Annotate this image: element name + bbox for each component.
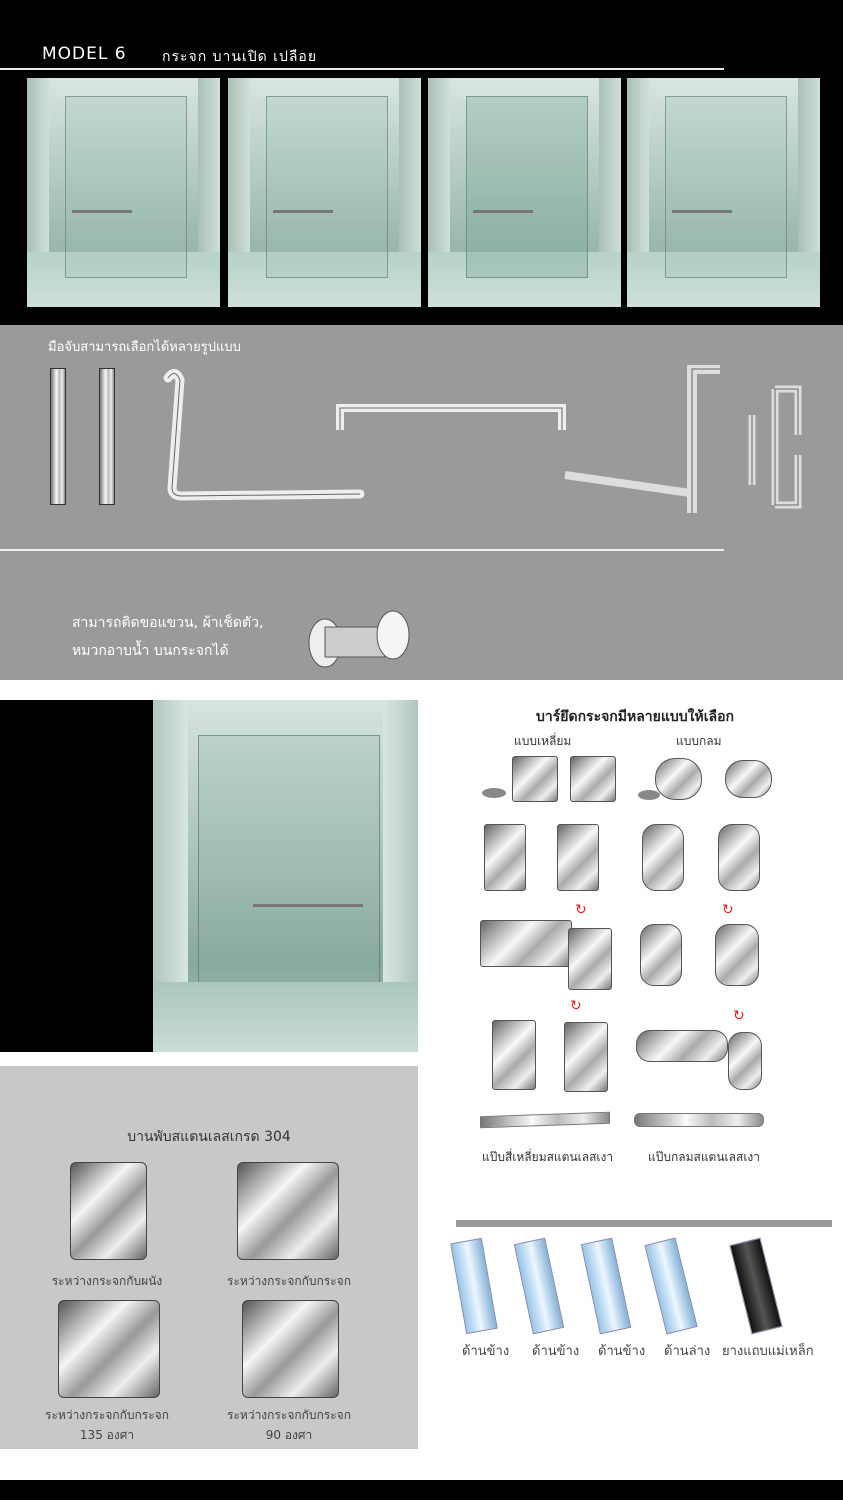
clamps-round-label: แบบกลม (676, 734, 722, 748)
hinge-caption-3: ระหว่างกระจกกับกระจก (45, 1408, 169, 1422)
clamp-square-2 (570, 756, 616, 802)
clamp-square-1 (512, 756, 558, 802)
seal-label-3: ด้านข้าง (598, 1344, 646, 1359)
clamps-title: บาร์ยึดกระจกมีหลายแบบให้เลือก (536, 709, 734, 725)
shower-photo-4 (627, 78, 820, 307)
clamp-washer-2 (638, 790, 660, 800)
seal-label-4: ด้านล่าง (664, 1344, 711, 1359)
clamp-square-4 (557, 824, 599, 891)
shower-photo-2 (228, 78, 421, 307)
model-title: MODEL 6 (42, 44, 127, 64)
seal-divider (456, 1220, 832, 1227)
clamp-round-5 (640, 924, 682, 986)
model-subtitle: กระจก บานเปิด เปลือย (162, 49, 318, 65)
hinge-caption-1: ระหว่างกระจกกับผนัง (51, 1274, 163, 1288)
rotate-arrow-icon: ↻ (575, 902, 587, 918)
rotate-arrow-icon: ↻ (722, 902, 734, 918)
clamp-square-5 (480, 920, 572, 967)
header-divider (0, 68, 724, 70)
seal-strip-3 (581, 1238, 631, 1335)
accessories-divider (0, 549, 724, 551)
seal-strip-1 (450, 1238, 497, 1334)
clamp-round-7 (636, 1030, 728, 1062)
clamp-round-3 (642, 824, 684, 891)
hinge-135-icon (58, 1300, 160, 1398)
handle-long-bar (330, 398, 575, 443)
rotate-arrow-icon: ↻ (570, 998, 582, 1014)
hinge-caption-4-angle: 90 องศา (265, 1428, 313, 1442)
knob-text-line1: สามารถติดขอแขวน, ผ้าเช็ดตัว, (72, 615, 264, 631)
handles-title: มือจับสามารถเลือกได้หลายรูปแบบ (48, 340, 241, 355)
seal-strip-magnetic (729, 1237, 782, 1334)
square-rod (480, 1112, 610, 1129)
shower-photo-large (153, 700, 418, 1052)
round-rod-label: แป๊บกลมสแตนเลสเงา (648, 1150, 761, 1164)
hinge-glass-glass-icon (237, 1162, 339, 1260)
hinge-wall-glass-icon (70, 1162, 147, 1260)
knob-icon (305, 605, 415, 670)
seal-label-1: ด้านข้าง (462, 1344, 510, 1359)
handle-bar-2 (99, 368, 115, 505)
round-rod (634, 1113, 764, 1127)
hinge-caption-2: ระหว่างกระจกกับกระจก (227, 1274, 351, 1288)
seal-strip-2 (514, 1238, 564, 1335)
clamp-round-6 (715, 924, 759, 986)
hinge-caption-4: ระหว่างกระจกกับกระจก (227, 1408, 351, 1422)
hinge-caption-3-angle: 135 องศา (79, 1428, 135, 1442)
handle-towel-bar-2 (560, 365, 730, 520)
seal-strip-4 (644, 1237, 697, 1334)
handle-square-pull (740, 385, 810, 513)
footer-bar (0, 1480, 843, 1500)
clamp-round-4 (718, 824, 760, 891)
clamp-square-7 (492, 1020, 536, 1090)
seal-label-5: ยางแถบแม่เหล็ก (722, 1344, 814, 1359)
clamps-square-label: แบบเหลี่ยม (514, 734, 572, 748)
clamp-washer-1 (482, 788, 506, 798)
clamp-square-3 (484, 824, 526, 891)
seal-label-2: ด้านข้าง (532, 1344, 580, 1359)
rotate-arrow-icon: ↻ (733, 1008, 745, 1024)
clamp-square-6 (568, 928, 612, 990)
shower-photo-1 (27, 78, 220, 307)
knob-text-line2: หมวกอาบน้ำ บนกระจกได้ (72, 643, 229, 659)
clamp-round-2 (725, 760, 772, 798)
shower-photo-3 (428, 78, 621, 307)
black-panel (0, 700, 153, 1052)
clamp-round-8 (728, 1032, 762, 1090)
hinge-title: บานพับสแตนเลสเกรด 304 (127, 1129, 291, 1145)
square-rod-label: แป๊บสี่เหลี่ยมสแตนเลสเงา (482, 1150, 614, 1164)
handle-bar-1 (50, 368, 66, 505)
clamp-round-1 (655, 758, 702, 800)
hinge-90-icon (242, 1300, 339, 1398)
clamp-square-8 (564, 1022, 608, 1092)
